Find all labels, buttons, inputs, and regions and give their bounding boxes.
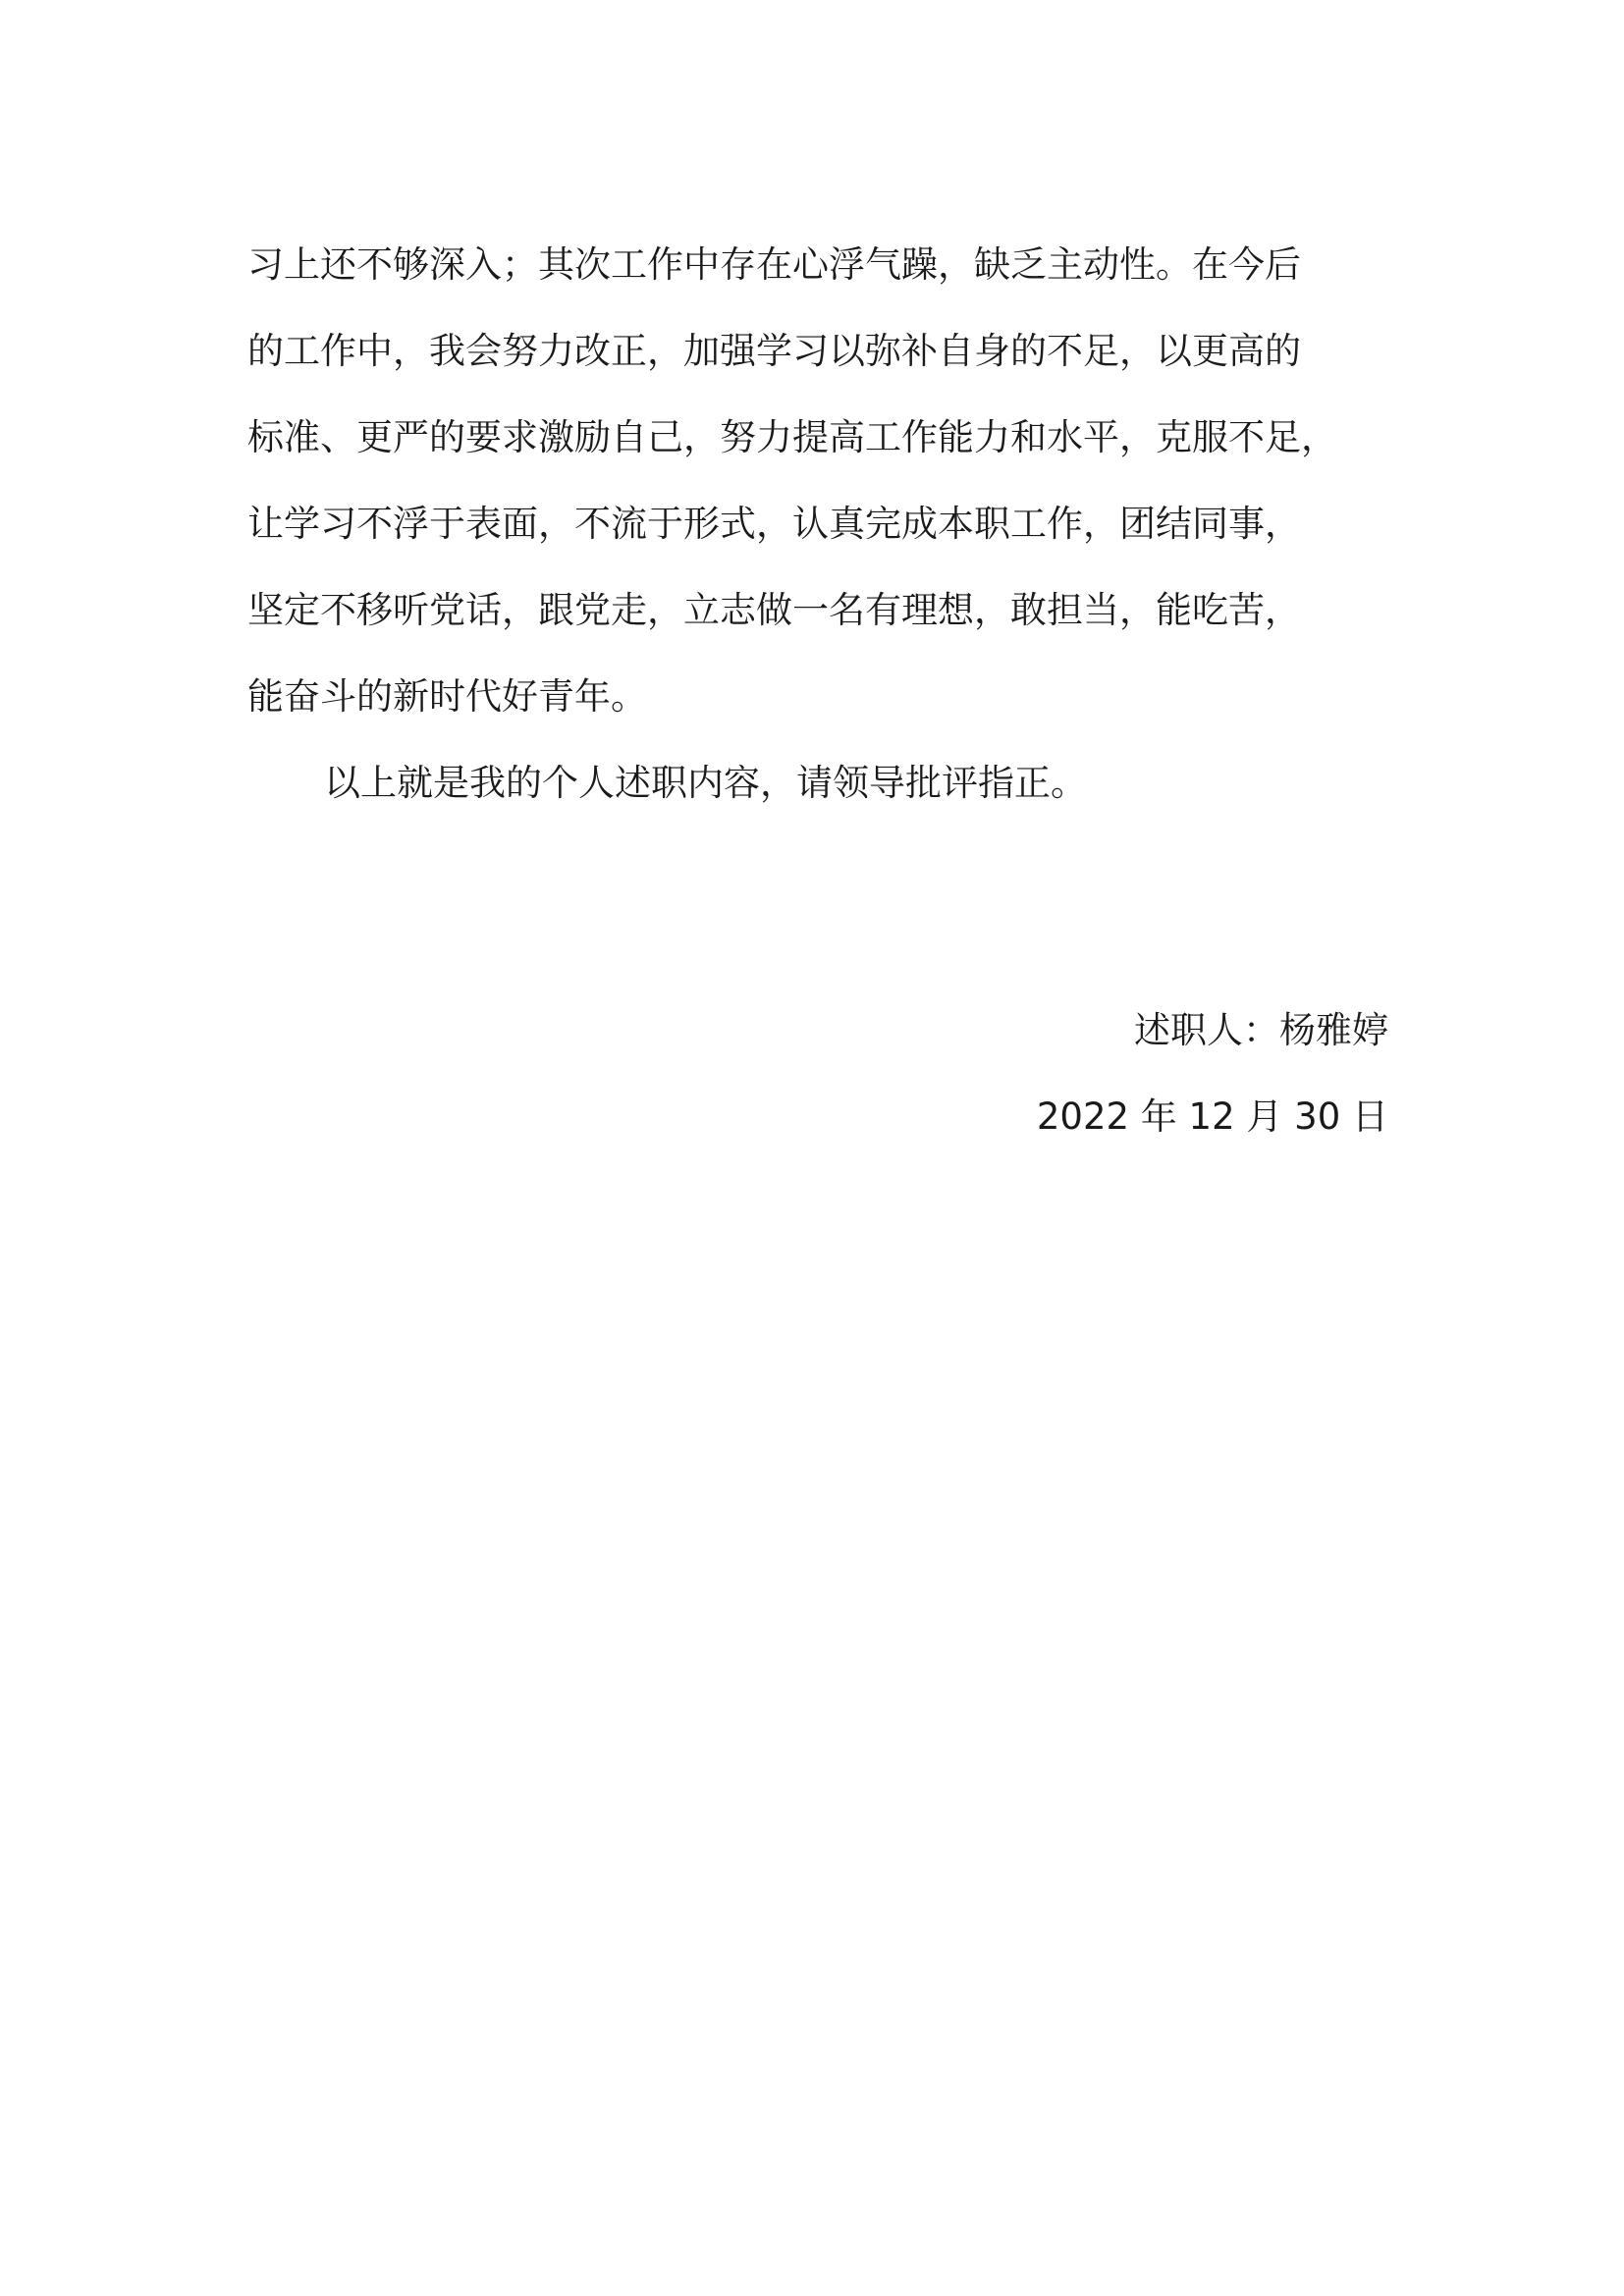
paragraph-line: 让学习不浮于表面，不流于形式，认真完成本职工作，团结同事， xyxy=(247,503,1301,545)
paragraph-line: 习上还不够深入；其次工作中存在心浮气躁，缺乏主动性。在今后 xyxy=(247,243,1301,286)
signatory-name: 述职人：杨雅婷 xyxy=(1134,1009,1388,1051)
paragraph-line: 标准、更严的要求激励自己，努力提高工作能力和水平，克服不足， xyxy=(247,416,1337,458)
signature-date: 2022 年 12 月 30 日 xyxy=(1036,1095,1388,1138)
signature-block xyxy=(1037,988,1388,1160)
document-body xyxy=(247,222,1406,827)
closing-paragraph: 以上就是我的个人述职内容，请领导批评指正。 xyxy=(324,762,1087,804)
paragraph-line: 的工作中，我会努力改正，加强学习以弥补自身的不足，以更高的 xyxy=(247,330,1301,372)
paragraph-line: 坚定不移听党话，跟党走，立志做一名有理想，敢担当，能吃苦， xyxy=(247,589,1301,631)
paragraph-line: 能奋斗的新时代好青年。 xyxy=(247,675,647,718)
